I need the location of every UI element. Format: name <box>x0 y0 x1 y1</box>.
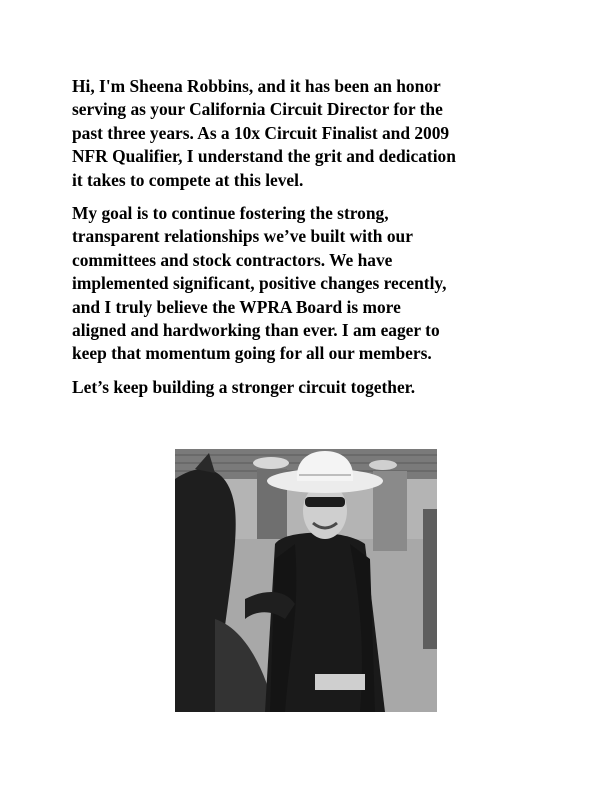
candidate-photo <box>175 449 437 712</box>
background-hat-right <box>369 460 397 470</box>
statement-text <box>72 75 552 409</box>
photo-illustration <box>175 449 437 712</box>
goals-paragraph: My goal is to continue fostering the strong, transparent relationships we’ve built with our committees and stock contractors. We have implemented significant, positive changes recently, and I truly believe the WPRA Board is more aligned and hardworking than ever. I am eager to keep that momentum going for all our members. <box>72 203 447 364</box>
belt-buckle <box>315 674 365 690</box>
closing-paragraph: Let’s keep building a stronger circuit together. <box>72 376 416 397</box>
sunglasses <box>305 497 345 507</box>
background-hat <box>253 457 289 469</box>
intro-paragraph: Hi, I'm Sheena Robbins, and it has been an honor serving as your California Circuit Director for the past three years. As a 10x Circuit Finalist and 2009 NFR Qualifier, I understand the grit and dedication it takes to compete at this level. <box>72 76 456 190</box>
background-person-edge <box>423 509 437 649</box>
